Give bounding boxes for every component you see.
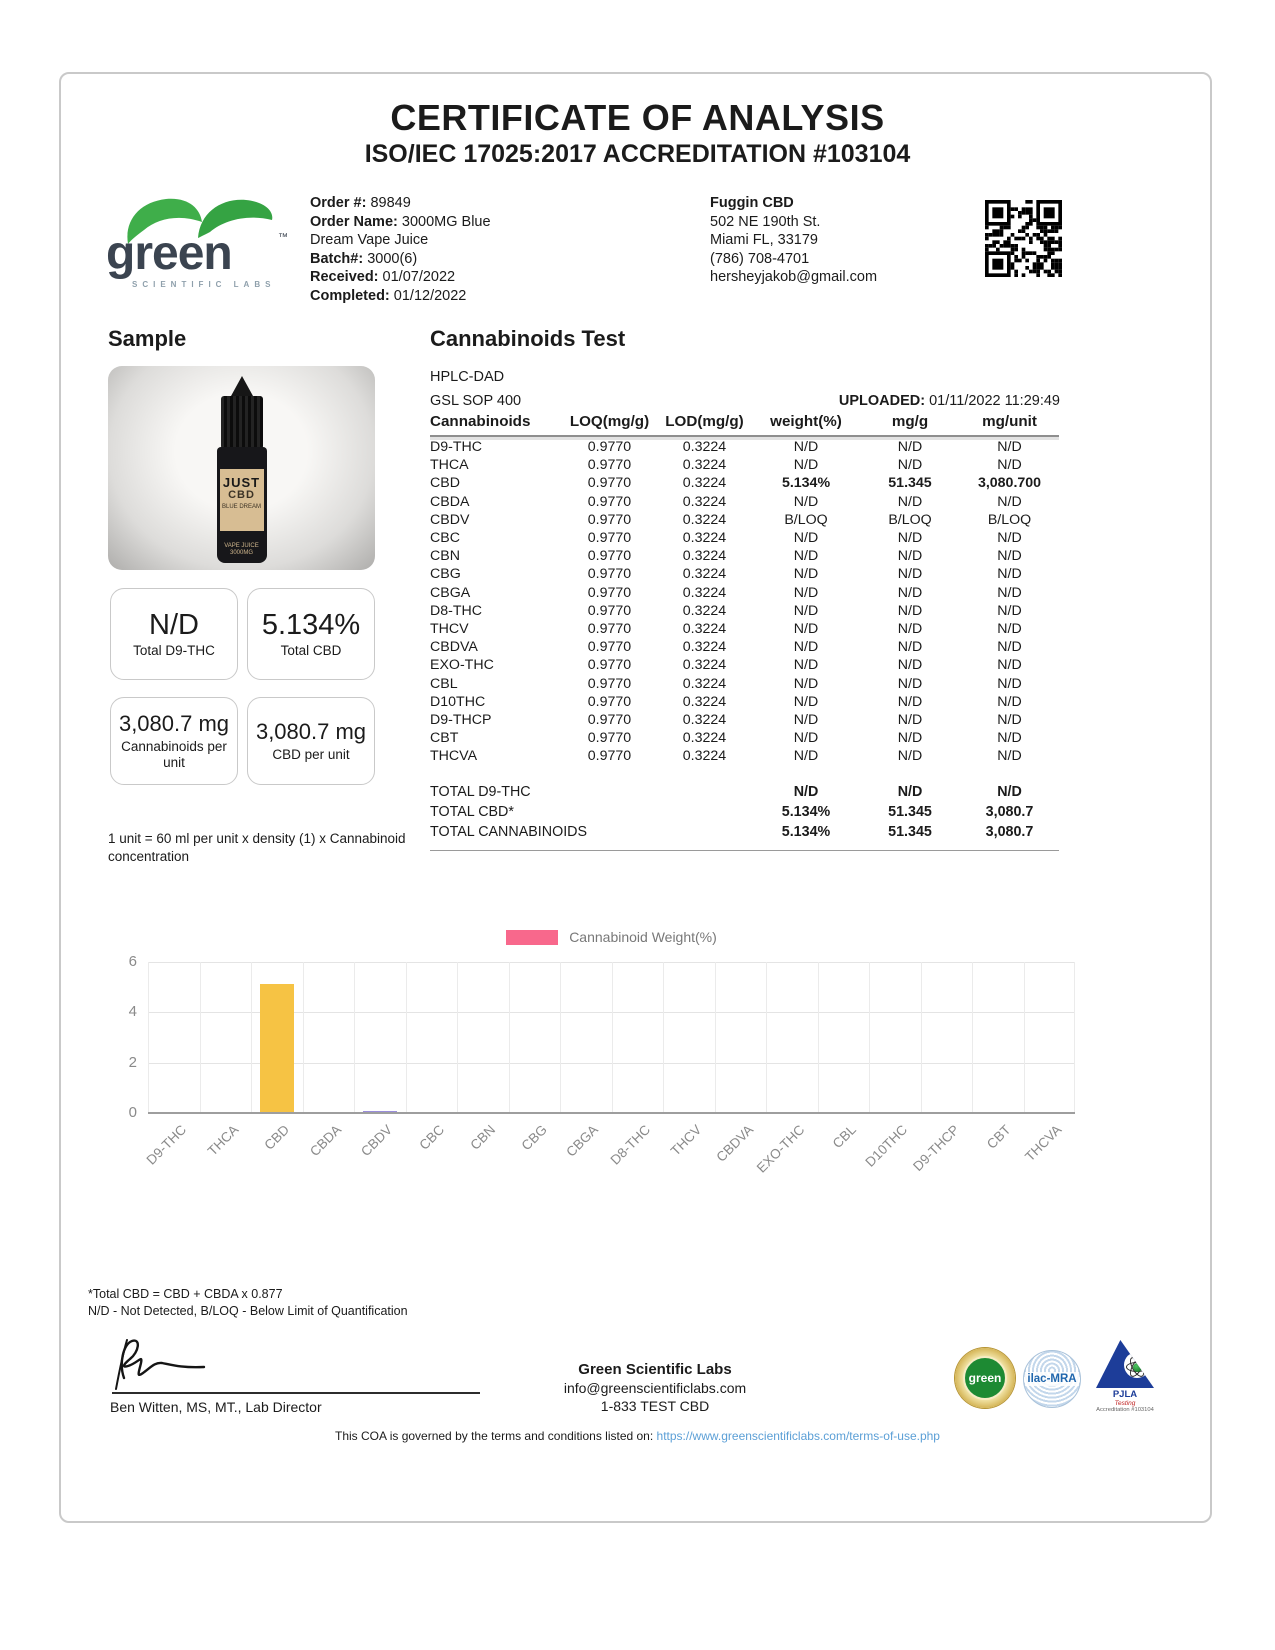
signature-line (112, 1392, 480, 1394)
atom-icon (1129, 1359, 1145, 1375)
table-cell: 5.134% (781, 804, 831, 820)
table-cell: D8-THC (430, 602, 483, 619)
table-cell: N/D (897, 493, 923, 510)
sample-product-photo (108, 366, 375, 570)
table-cell: 0.3224 (682, 457, 727, 474)
result-box-total-d9-thc (110, 588, 238, 680)
table-row (430, 547, 1059, 565)
table-cell: N/D (793, 784, 819, 800)
gridline (509, 962, 510, 1113)
gridline (818, 962, 819, 1113)
bottle-size-text: VAPE JUICE 3000MG (224, 543, 259, 556)
table-cell: 0.3224 (682, 693, 727, 710)
lab-name: Green Scientific Labs (578, 1361, 732, 1378)
table-row (430, 529, 1059, 547)
table-cell: D10THC (430, 693, 486, 710)
table-cell: TOTAL D9-THC (430, 784, 531, 800)
x-axis-label: CBDV (358, 1122, 396, 1160)
table-row (430, 693, 1059, 711)
table-cell: 0.3224 (682, 548, 727, 565)
table-cell: N/D (997, 530, 1022, 547)
table-cell: N/D (793, 530, 819, 547)
chart-legend (148, 929, 1075, 945)
table-cell: N/D (897, 657, 923, 674)
test-sop: GSL SOP 400 (430, 393, 522, 409)
result-label: CBD per unit (272, 747, 350, 762)
table-cell: N/D (897, 439, 923, 455)
table-row (430, 675, 1059, 693)
client-address-2: Miami FL, 33179 (710, 232, 818, 249)
x-axis-label: D8-THC (607, 1122, 653, 1168)
table-cell: 51.345 (888, 824, 932, 840)
bottle-flavor: BLUE DREAM (221, 504, 261, 510)
result-label: Total D9-THC (133, 643, 215, 658)
table-cell: 0.3224 (682, 657, 727, 674)
table-cell: 0.9770 (587, 566, 632, 583)
table-cell: N/D (793, 639, 819, 656)
result-value: 3,080.7 mg (118, 711, 230, 736)
result-box-cbd-per-unit (247, 697, 375, 785)
table-cell: 0.9770 (587, 530, 632, 547)
totals-row (430, 822, 1059, 842)
table-cell: N/D (793, 584, 819, 601)
table-cell: N/D (997, 621, 1022, 638)
pjla-triangle-icon (1096, 1340, 1154, 1388)
lab-contact-block (535, 1361, 775, 1415)
table-cell: 0.3224 (682, 439, 727, 455)
gridline (663, 962, 664, 1113)
table-cell: 0.9770 (587, 621, 632, 638)
table-cell: 0.3224 (682, 675, 727, 692)
table-cell: 0.9770 (587, 639, 632, 656)
table-cell: CBDVA (430, 639, 478, 656)
gridline (354, 962, 355, 1113)
x-axis-label: CBD (261, 1122, 293, 1153)
table-cell: 0.9770 (587, 511, 632, 528)
table-cell: 0.3224 (682, 566, 727, 583)
table-row (430, 729, 1059, 747)
table-cell: N/D (997, 657, 1022, 674)
table-cell: N/D (897, 639, 923, 656)
table-cell: 3,080.700 (977, 475, 1042, 492)
table-row (430, 493, 1059, 511)
table-cell: 0.9770 (587, 493, 632, 510)
table-cell: N/D (897, 530, 923, 547)
table-cell: N/D (793, 548, 819, 565)
green-seal-label: green (968, 1371, 1002, 1385)
x-axis-label: CBG (518, 1122, 550, 1154)
bottle-cap (221, 396, 263, 448)
cannabinoid-table-header (430, 413, 1059, 437)
table-cell: 3,080.7 (985, 804, 1034, 820)
table-cell: CBDV (430, 511, 470, 528)
table-cell: CBL (430, 675, 458, 692)
qr-code (985, 200, 1062, 277)
gridline (921, 962, 922, 1113)
completed-line: Completed: 01/12/2022 (310, 287, 467, 304)
table-cell: N/D (997, 784, 1022, 800)
table-cell: TOTAL CANNABINOIDS (430, 824, 588, 840)
gridline (406, 962, 407, 1113)
result-box-cannabinoids-per-unit (110, 697, 238, 785)
gridline (766, 962, 767, 1113)
logo-trademark: ™ (278, 232, 288, 243)
sample-heading: Sample (108, 326, 187, 351)
gridline (148, 962, 149, 1113)
table-cell: D9-THC (430, 439, 483, 455)
result-value: N/D (149, 609, 199, 641)
x-axis-label: CBT (983, 1122, 1014, 1152)
footnote-abbreviations: N/D - Not Detected, B/LOQ - Below Limit of Quantification (88, 1304, 408, 1318)
bottle-label (220, 469, 264, 531)
x-axis-label: THCV (667, 1122, 705, 1159)
table-cell: N/D (997, 548, 1022, 565)
table-cell: D9-THCP (430, 712, 492, 729)
result-value: 5.134% (261, 609, 361, 641)
order-info (310, 194, 515, 306)
table-cell: 0.9770 (587, 584, 632, 601)
table-cell: 0.9770 (587, 748, 632, 765)
table-cell: 0.9770 (587, 439, 632, 455)
gridline (972, 962, 973, 1113)
table-cell: 0.9770 (587, 602, 632, 619)
table-cell: 0.3224 (682, 511, 727, 528)
pjla-accreditation: Accreditation #103104 (1096, 1407, 1154, 1413)
logo-wordmark: green (106, 227, 232, 280)
table-row (430, 656, 1059, 674)
pjla-sub-label: Testing (1114, 1400, 1136, 1407)
table-cell: THCVA (430, 748, 478, 765)
table-row (430, 747, 1059, 765)
lab-email: info@greenscientificlabs.com (563, 1380, 747, 1396)
document-title: CERTIFICATE OF ANALYSIS (390, 97, 885, 138)
gridline (1074, 962, 1075, 1113)
y-axis-tick: 4 (128, 1003, 137, 1021)
table-row (430, 711, 1059, 729)
table-cell: N/D (897, 566, 923, 583)
bottle-brand-just: JUST (222, 475, 261, 490)
table-cell: CBDA (430, 493, 470, 510)
table-row (430, 456, 1059, 474)
gridline (303, 962, 304, 1113)
x-axis-label: CBDVA (713, 1122, 756, 1165)
y-axis-tick: 6 (128, 953, 137, 970)
table-cell: N/D (897, 675, 923, 692)
green-certification-seal (955, 1348, 1015, 1408)
table-row (430, 438, 1059, 456)
logo-tagline: SCIENTIFIC LABS (132, 280, 276, 289)
table-cell: N/D (897, 457, 923, 474)
table-row (430, 620, 1059, 638)
table-cell: N/D (793, 657, 819, 674)
table-cell: N/D (997, 584, 1022, 601)
table-cell: N/D (793, 493, 819, 510)
result-value: 3,080.7 mg (255, 719, 367, 744)
table-row (430, 474, 1059, 492)
terms-text: This COA is governed by the terms and conditions listed on: (335, 1429, 654, 1443)
gridline (457, 962, 458, 1113)
table-cell: N/D (793, 566, 819, 583)
table-row (430, 638, 1059, 656)
vape-bottle-image (217, 376, 267, 564)
table-cell: N/D (897, 748, 923, 765)
pjla-seal (1091, 1340, 1159, 1414)
gridline (612, 962, 613, 1113)
table-cell: 0.9770 (587, 712, 632, 729)
client-phone: (786) 708-4701 (710, 250, 810, 267)
pjla-label: PJLA (1112, 1389, 1138, 1400)
table-cell: THCA (430, 457, 469, 474)
table-cell: N/D (997, 730, 1022, 747)
table-cell: CBG (430, 566, 461, 583)
bottle-body (217, 447, 267, 563)
table-cell: N/D (793, 602, 819, 619)
column-header: Cannabinoids (430, 413, 531, 430)
table-cell: CBC (430, 530, 460, 547)
table-cell: 0.9770 (587, 457, 632, 474)
table-row (430, 584, 1059, 602)
table-cell: 0.9770 (587, 548, 632, 565)
gridline (251, 962, 252, 1113)
x-axis-label: THCA (204, 1122, 241, 1159)
x-axis-label: CBGA (563, 1122, 602, 1160)
table-cell: 0.3224 (682, 712, 727, 729)
result-label: Cannabinoids per unit (121, 739, 227, 770)
table-cell: 0.3224 (682, 493, 727, 510)
unit-definition-note: 1 unit = 60 ml per unit x density (1) x Cannabinoid concentration (108, 831, 406, 864)
column-header: mg/unit (982, 413, 1037, 430)
legend-swatch (506, 930, 558, 945)
green-scientific-labs-logo (100, 192, 300, 292)
table-cell: 0.3224 (682, 475, 727, 492)
table-cell: CBD (430, 475, 460, 492)
table-cell: N/D (997, 566, 1022, 583)
table-cell: 0.3224 (682, 639, 727, 656)
cannabinoid-totals (430, 782, 1059, 851)
x-axis-label: EXO-THC (753, 1122, 808, 1176)
table-cell: THCV (430, 621, 469, 638)
totals-row (430, 782, 1059, 802)
y-axis-tick: 0 (128, 1104, 137, 1121)
chart-plot (128, 953, 1075, 1176)
table-cell: N/D (997, 712, 1022, 729)
table-cell: N/D (793, 457, 819, 474)
table-cell: N/D (793, 730, 819, 747)
batch-line: Batch#: 3000(6) (310, 250, 418, 267)
table-cell: N/D (793, 748, 819, 765)
ilac-mra-seal (1023, 1350, 1081, 1408)
uploaded-timestamp: UPLOADED: 01/11/2022 11:29:49 (838, 393, 1060, 409)
table-cell: N/D (897, 584, 923, 601)
table-cell: N/D (793, 439, 819, 455)
table-cell: B/LOQ (784, 511, 828, 528)
table-cell: 0.9770 (587, 675, 632, 692)
gridline (715, 962, 716, 1113)
result-box-total-cbd (247, 588, 375, 680)
x-axis-label: CBN (467, 1122, 499, 1153)
table-cell: N/D (897, 693, 923, 710)
client-info (710, 194, 980, 287)
table-cell: N/D (793, 712, 819, 729)
table-cell: 0.9770 (587, 657, 632, 674)
legend-label: Cannabinoid Weight(%) (569, 929, 717, 945)
column-header: LOQ(mg/g) (569, 413, 650, 430)
table-cell: N/D (897, 784, 923, 800)
x-axis-label: CBC (416, 1122, 447, 1153)
table-cell: N/D (897, 712, 923, 729)
result-label: Total CBD (280, 643, 342, 658)
table-cell: 3,080.7 (985, 824, 1034, 840)
table-cell: N/D (897, 621, 923, 638)
table-cell: 5.134% (781, 475, 831, 492)
table-cell: 0.3224 (682, 730, 727, 747)
client-address-1: 502 NE 190th St. (710, 213, 821, 230)
x-axis-label: THCVA (1022, 1122, 1065, 1165)
bottle-dripper-tip (231, 376, 253, 396)
client-email: hersheyjakob@gmail.com (710, 269, 878, 286)
order-number-line: Order #: 89849 (310, 195, 411, 211)
table-cell: N/D (997, 457, 1022, 474)
table-cell: N/D (897, 602, 923, 619)
table-cell: 5.134% (781, 824, 831, 840)
totals-row (430, 802, 1059, 822)
table-cell: TOTAL CBD* (430, 804, 514, 820)
test-method: HPLC-DAD (430, 369, 505, 385)
table-cell: 0.3224 (682, 621, 727, 638)
signature-image (106, 1332, 246, 1394)
x-axis-label: D10THC (862, 1122, 911, 1170)
table-cell: N/D (897, 548, 923, 565)
lab-phone: 1-833 TEST CBD (600, 1398, 710, 1414)
x-axis-label: D9-THCP (909, 1122, 962, 1174)
lab-director-name: Ben Witten, MS, MT., Lab Director (110, 1399, 322, 1415)
gridline (1024, 962, 1025, 1113)
bottle-brand-cbd: CBD (228, 489, 255, 501)
cannabinoid-rows (430, 438, 1059, 766)
table-cell: N/D (793, 675, 819, 692)
y-axis-tick: 2 (128, 1053, 137, 1071)
gridline (869, 962, 870, 1113)
table-cell: 51.345 (888, 804, 932, 820)
order-name-line: Order Name: 3000MG Blue Dream Vape Juice (310, 213, 491, 249)
table-cell: B/LOQ (987, 511, 1032, 528)
table-cell: N/D (997, 493, 1022, 510)
table-cell: N/D (793, 621, 819, 638)
column-header: LOD(mg/g) (665, 413, 744, 430)
table-cell: EXO-THC (430, 657, 494, 674)
table-cell: 0.3224 (682, 530, 727, 547)
table-cell: CBT (430, 730, 459, 747)
table-cell: CBGA (430, 584, 471, 601)
table-cell: CBN (430, 548, 460, 565)
terms-link[interactable]: https://www.greenscientificlabs.com/terms-of-use.php (656, 1429, 940, 1443)
table-cell: N/D (997, 748, 1022, 765)
document-subtitle: ISO/IEC 17025:2017 ACCREDITATION #103104 (364, 140, 911, 168)
table-row (430, 565, 1059, 583)
bar-cbd (260, 984, 294, 1113)
table-cell: 51.345 (888, 475, 932, 492)
table-cell: B/LOQ (888, 511, 932, 528)
table-cell: 0.3224 (682, 584, 727, 601)
table-cell: N/D (997, 639, 1022, 656)
x-axis-label: CBL (829, 1122, 859, 1152)
table-cell: N/D (997, 439, 1022, 455)
gridline (148, 1112, 1075, 1114)
table-cell: N/D (997, 675, 1022, 692)
terms-footer (0, 1429, 1275, 1443)
client-name: Fuggin CBD (710, 195, 794, 211)
gridline (560, 962, 561, 1113)
table-row (430, 602, 1059, 620)
table-cell: 0.9770 (587, 475, 632, 492)
ilac-mra-label: ilac-MRA (1027, 1373, 1077, 1385)
cannabinoids-test-heading: Cannabinoids Test (430, 326, 626, 351)
table-cell: N/D (997, 602, 1022, 619)
x-axis-label: CBDA (306, 1122, 344, 1160)
column-header: mg/g (891, 413, 929, 430)
gridline (200, 962, 201, 1113)
table-cell: 0.3224 (682, 748, 727, 765)
column-header: weight(%) (770, 413, 842, 430)
received-line: Received: 01/07/2022 (310, 269, 456, 286)
table-cell: N/D (793, 693, 819, 710)
table-cell: 0.9770 (587, 730, 632, 747)
table-cell: 0.9770 (587, 693, 632, 710)
x-axis-label: D9-THC (143, 1122, 190, 1168)
table-row (430, 511, 1059, 529)
table-cell: 0.3224 (682, 602, 727, 619)
table-cell: N/D (997, 693, 1022, 710)
table-cell: N/D (897, 730, 923, 747)
footnote-total-cbd-formula: *Total CBD = CBD + CBDA x 0.877 (88, 1287, 283, 1301)
